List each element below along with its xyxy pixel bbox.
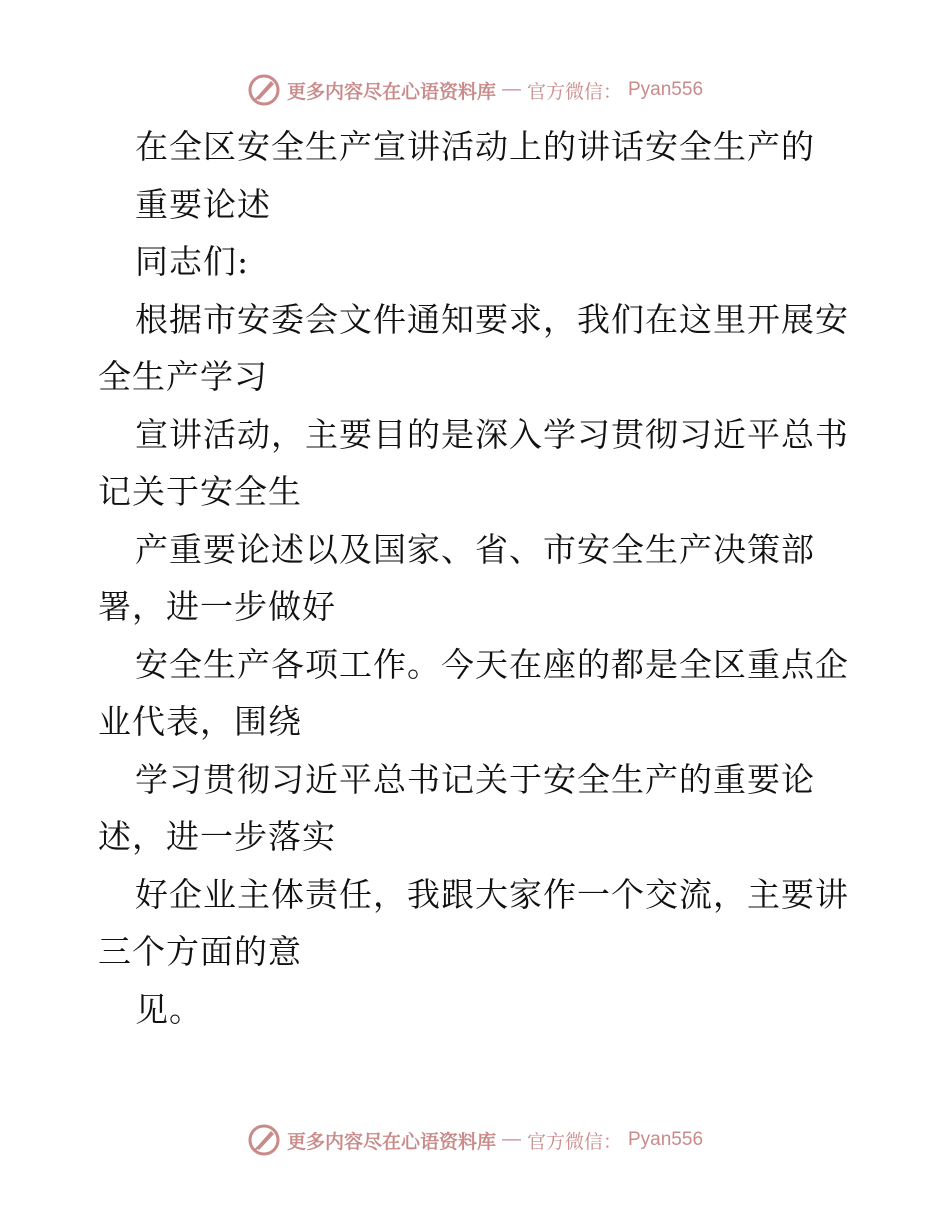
- paragraph-line: 述，进一步落实: [98, 817, 336, 856]
- paragraph-line: 宣讲活动，主要目的是深入学习贯彻习近平总书: [135, 414, 849, 454]
- paragraph-line: 根据市安委会文件通知要求，我们在这里开展安: [135, 299, 849, 339]
- watermark-header: [0, 70, 950, 110]
- watermark-wechat-label: 官方微信：: [526, 80, 622, 103]
- watermark-text: 更多内容尽在心语资料库: [286, 1130, 496, 1153]
- paragraph-line: 安全生产各项工作。今天在座的都是全区重点企: [135, 644, 849, 684]
- document-title-line: 在全区安全生产宣讲活动上的讲话安全生产的: [135, 127, 815, 166]
- watermark-separator: —: [501, 79, 521, 100]
- paragraph-line: 三个方面的意: [98, 932, 302, 971]
- watermark-footer: [0, 1120, 950, 1160]
- quill-logo-icon: [247, 73, 281, 107]
- quill-logo-icon: [247, 1123, 281, 1157]
- paragraph-line: 产重要论述以及国家、省、市安全生产决策部: [135, 529, 815, 569]
- watermark-text: 更多内容尽在心语资料库: [286, 80, 496, 103]
- paragraph-line: 记关于安全生: [98, 472, 302, 511]
- watermark-wechat-label: 官方微信：: [526, 1130, 622, 1153]
- paragraph-line: 业代表，围绕: [98, 702, 302, 741]
- watermark-wechat-id: Pyan556: [628, 1129, 704, 1150]
- watermark-wechat-id: Pyan556: [628, 79, 704, 100]
- paragraph-line: 全生产学习: [98, 357, 268, 396]
- document-title-line: 重要论述: [135, 184, 271, 224]
- paragraph-line: 学习贯彻习近平总书记关于安全生产的重要论: [135, 759, 815, 799]
- paragraph-line: 署，进一步做好: [98, 587, 336, 626]
- salutation: 同志们:: [135, 242, 250, 281]
- paragraph-line: 见。: [135, 989, 203, 1029]
- document-body: [98, 118, 858, 1038]
- watermark-separator: —: [501, 1129, 521, 1150]
- paragraph-line: 好企业主体责任，我跟大家作一个交流，主要讲: [135, 874, 849, 914]
